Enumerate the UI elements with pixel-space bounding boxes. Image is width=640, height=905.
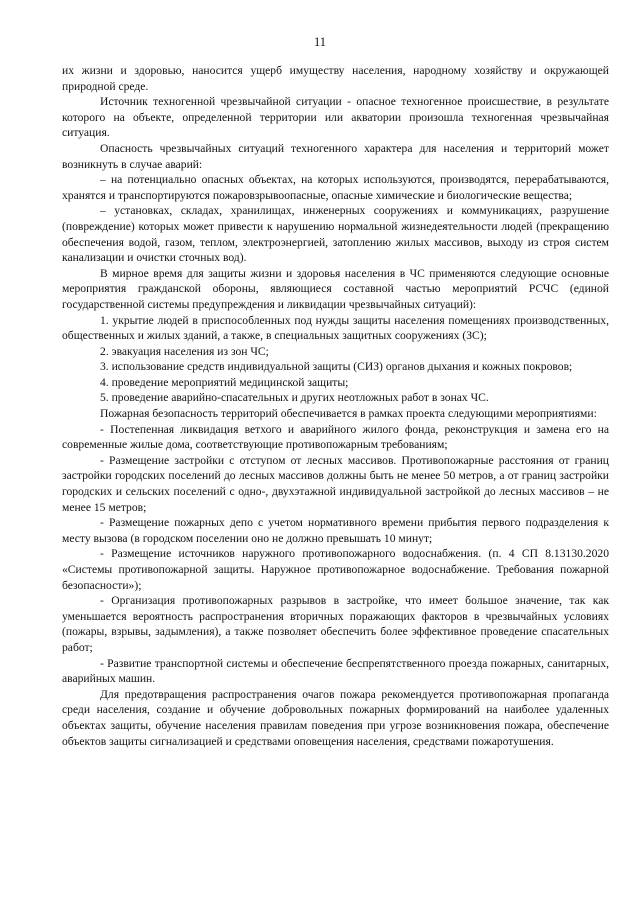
fire-measure-housing: - Постепенная ликвидация ветхого и аварийного жилого фонда, реконструкция и замена его на современные жилые дома, соответствующие противопожарным требованиям; (62, 422, 609, 452)
measure-item-4: 4. проведение мероприятий медицинской защиты; (100, 375, 349, 389)
paragraph-civil-defense-intro: В мирное время для защиты жизни и здоровья населения в ЧС применяются следующие основные мероприятия гражданской обороны, являющиеся составной частью мероприятий РСЧС (единой государственной системы предупреждения и ликвидации чрезвычайных ситуаций): (62, 266, 609, 311)
fire-measure-water: - Размещение источников наружного противопожарного водоснабжения. (п. 4 СП 8.13130.2020 «Системы противопожарной защиты. Наружное противопожарное водоснабжение. Требования пожарной безопасности»); (62, 547, 609, 592)
fire-measure-setback: - Размещение застройки с отступом от лесных массивов. Противопожарные расстояния от границ застройки городских поселений до лесных массивов должны быть не менее 50 метров, а от границ застройки городских и сельских поселений с одно-, двухэтажной индивидуальной застройкой до лесных массивов – не менее 15 метров; (62, 453, 609, 514)
page-number: 11 (313, 35, 327, 49)
hazard-item-facilities: – установках, складах, хранилищах, инженерных сооружениях и коммуникациях, разрушение (повреждение) которых может привести к нарушению нормальной жизнедеятельности людей (прекращению обеспечения водой, газом, теплом, электроэнергией, затоплению жилых массивов, выходу из строя систем канализации и очистки сточных вод). (62, 204, 609, 265)
measure-item-3: 3. использование средств индивидуальной защиты (СИЗ) органов дыхания и кожных покровов; (100, 360, 573, 374)
paragraph-fire-safety-intro: Пожарная безопасность территорий обеспечивается в рамках проекта следующими мероприятиями: (100, 407, 597, 421)
continuation-paragraph: их жизни и здоровью, наносится ущерб имуществу населения, народному хозяйству и окружающей природной среде. (62, 64, 609, 93)
paragraph-hazard-intro: Опасность чрезвычайных ситуаций техногенного характера для населения и территорий может возникнуть в случае аварий: (62, 141, 609, 171)
paragraph-source-definition: Источник техногенной чрезвычайной ситуации - опасное техногенное происшествие, в результате которого на объекте, определенной территории или акватории произошла техногенная чрезвычайная ситуация. (62, 95, 609, 140)
fire-measure-depots: - Размещение пожарных депо с учетом нормативного времени прибытия первого подразделения к месту вызова (в городском поселении оно не должно превышать 10 минут; (62, 516, 609, 545)
fire-measure-transport: - Развитие транспортной системы и обеспечение беспрепятственного проезда пожарных, санитарных, аварийных машин. (62, 656, 609, 686)
measure-item-1: 1. укрытие людей в приспособленных под нужды защиты населения помещениях производственных, общественных и жилых зданий, а также, в специальных защитных сооружениях (ЗС); (62, 313, 609, 343)
measure-item-5: 5. проведение аварийно-спасательных и других неотложных работ в зонах ЧС. (100, 391, 489, 405)
measure-item-2: 2. эвакуация населения из зон ЧС; (100, 344, 269, 358)
hazard-item-objects: – на потенциально опасных объектах, на которых используются, производятся, перерабатываются, хранятся и транспортируются пожаровзрывоопасные, опасные химические и биологические вещества; (62, 173, 609, 202)
document-body (62, 63, 609, 749)
paragraph-fire-prevention: Для предотвращения распространения очагов пожара рекомендуется противопожарная пропаганда среди населения, создание и обучение добровольных пожарных формирований на наиболее удаленных объектах защиты, обучение населения правилам поведения при угрозе возникновения пожара, обеспечение объектов защиты сигнализацией и средствами оповещения населения, средствами пожаротушения. (62, 687, 609, 748)
fire-measure-breaks: - Организация противопожарных разрывов в застройке, что имеет большое значение, так как уменьшается вероятность распространения вторичных поражающих факторов в чрезвычайных условиях (пожары, взрывы, задымления), а также позволяет обеспечить более эффективное проведение спасательных работ; (62, 594, 609, 654)
